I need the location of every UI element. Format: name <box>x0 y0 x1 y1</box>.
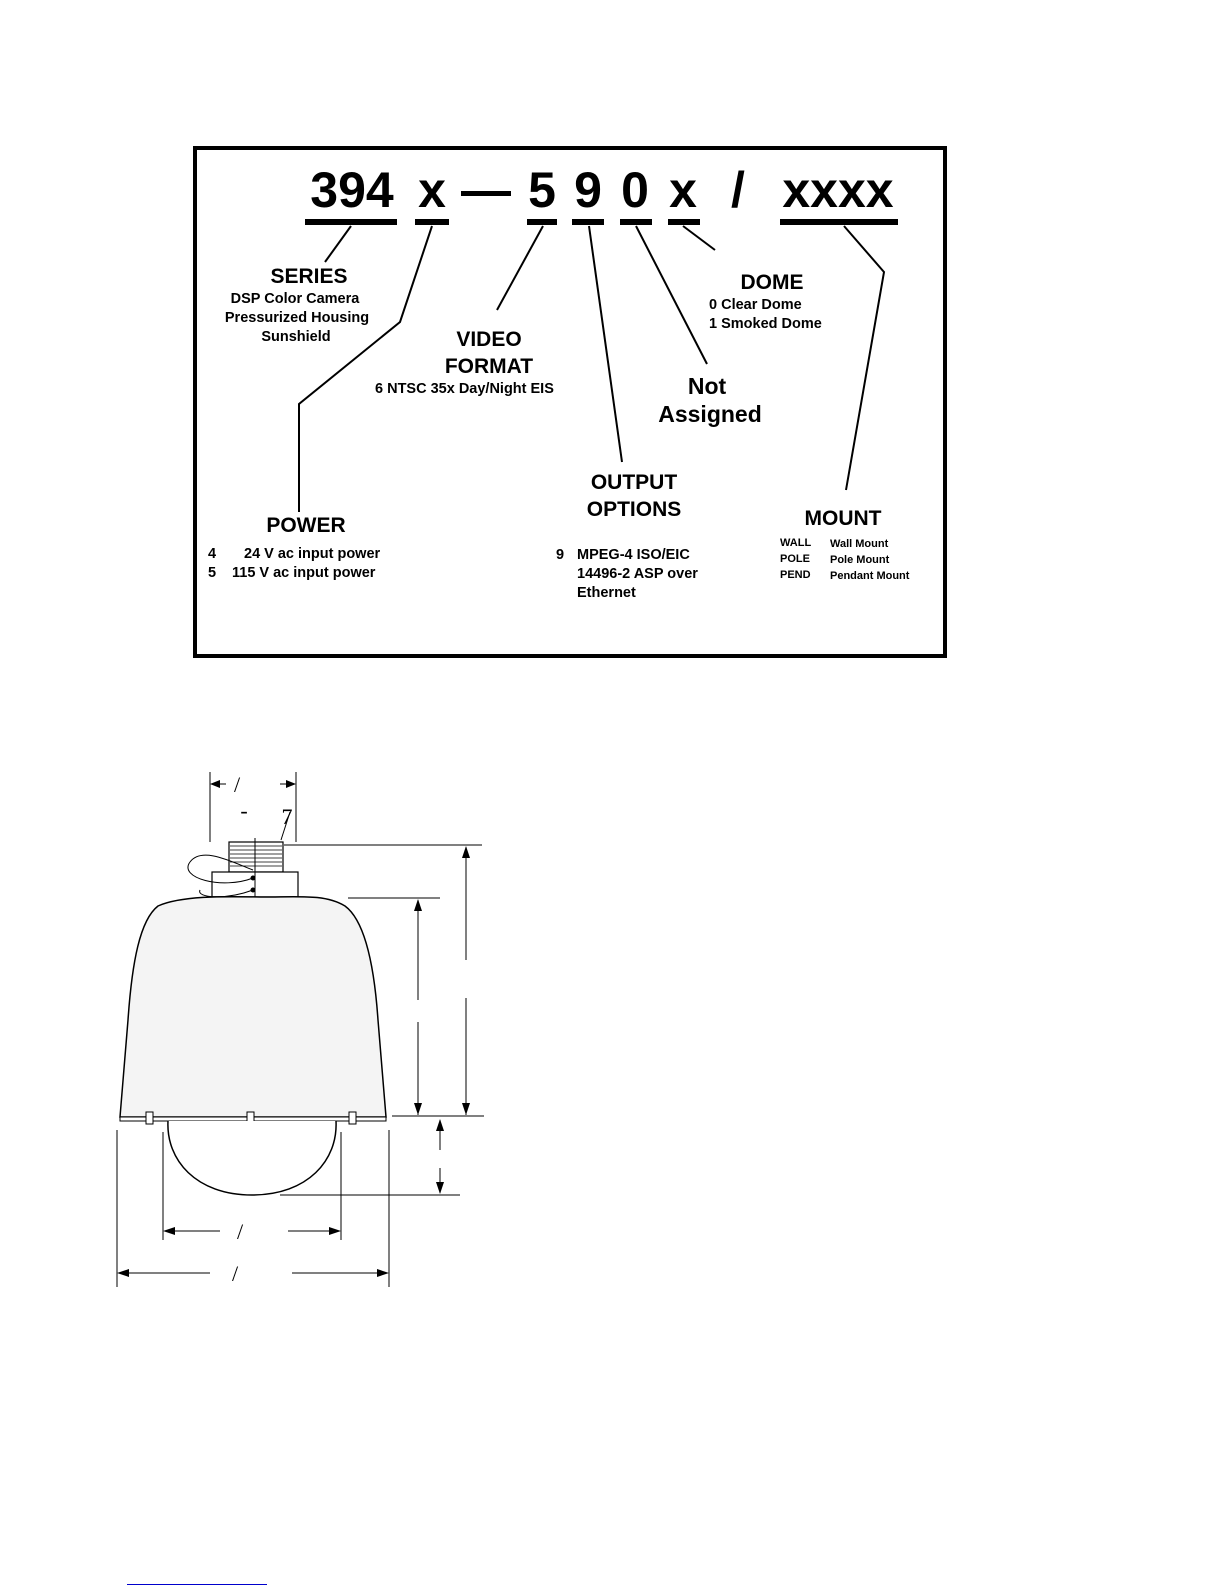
code-unassigned: 0 <box>621 162 649 218</box>
power-option-code-1: 4 <box>208 546 217 562</box>
dim-top-ref: 7 <box>281 804 293 829</box>
code-dash: — <box>461 162 511 218</box>
video-format-option: 6 NTSC 35x Day/Night EIS <box>375 381 554 397</box>
code-mount: xxxx <box>782 162 894 218</box>
series-heading: SERIES <box>270 265 348 288</box>
series-line-1: DSP Color Camera <box>230 291 360 307</box>
not-assigned-line-2: Assigned <box>658 401 762 427</box>
mount-option-text-3: Pendant Mount <box>830 570 910 582</box>
power-option-text-1: 24 V ac input power <box>244 546 381 562</box>
code-slash: / <box>731 162 745 218</box>
mount-option-code-2: POLE <box>780 553 810 565</box>
mount-heading: MOUNT <box>804 507 882 530</box>
dome-option-clear: 0 Clear Dome <box>709 297 802 313</box>
code-video: 5 <box>528 162 556 218</box>
mount-option-code-1: WALL <box>780 537 812 549</box>
camera-housing-drawing <box>120 838 386 1195</box>
series-line-3: Sunshield <box>261 329 331 345</box>
code-output: 9 <box>574 162 602 218</box>
dim-overall-width: / <box>231 1261 239 1286</box>
output-options-line-1: MPEG-4 ISO/EIC <box>577 547 690 563</box>
mount-option-text-2: Pole Mount <box>830 554 890 566</box>
mount-option-code-3: PEND <box>780 569 811 581</box>
output-options-line-2: 14496-2 ASP over <box>577 566 698 582</box>
dim-top-width: / <box>233 772 241 797</box>
dim-dome-width: / <box>236 1219 244 1244</box>
output-options-code: 9 <box>556 547 565 563</box>
series-line-2: Pressurized Housing <box>224 310 370 326</box>
code-dome: x <box>669 162 697 218</box>
dome-heading: DOME <box>740 271 804 294</box>
housing-body <box>120 897 386 1117</box>
code-series: 394 <box>310 162 394 218</box>
video-format-heading-2: FORMAT <box>444 355 534 378</box>
dome-bubble <box>168 1121 336 1195</box>
power-option-text-2: 115 V ac input power <box>232 565 376 581</box>
not-assigned-line-1: Not <box>687 373 727 399</box>
video-format-heading-1: VIDEO <box>456 328 522 351</box>
output-options-line-3: Ethernet <box>577 585 636 601</box>
dome-option-smoked: 1 Smoked Dome <box>709 316 822 332</box>
mount-option-text-1: Wall Mount <box>830 538 889 550</box>
code-power: x <box>418 162 446 218</box>
output-options-heading-1: OUTPUT <box>590 471 678 494</box>
power-heading: POWER <box>266 514 346 537</box>
output-options-heading-2: OPTIONS <box>586 498 682 521</box>
code-underlines <box>305 219 898 225</box>
dim-top-sub: - <box>240 798 248 823</box>
power-option-code-2: 5 <box>208 565 217 581</box>
